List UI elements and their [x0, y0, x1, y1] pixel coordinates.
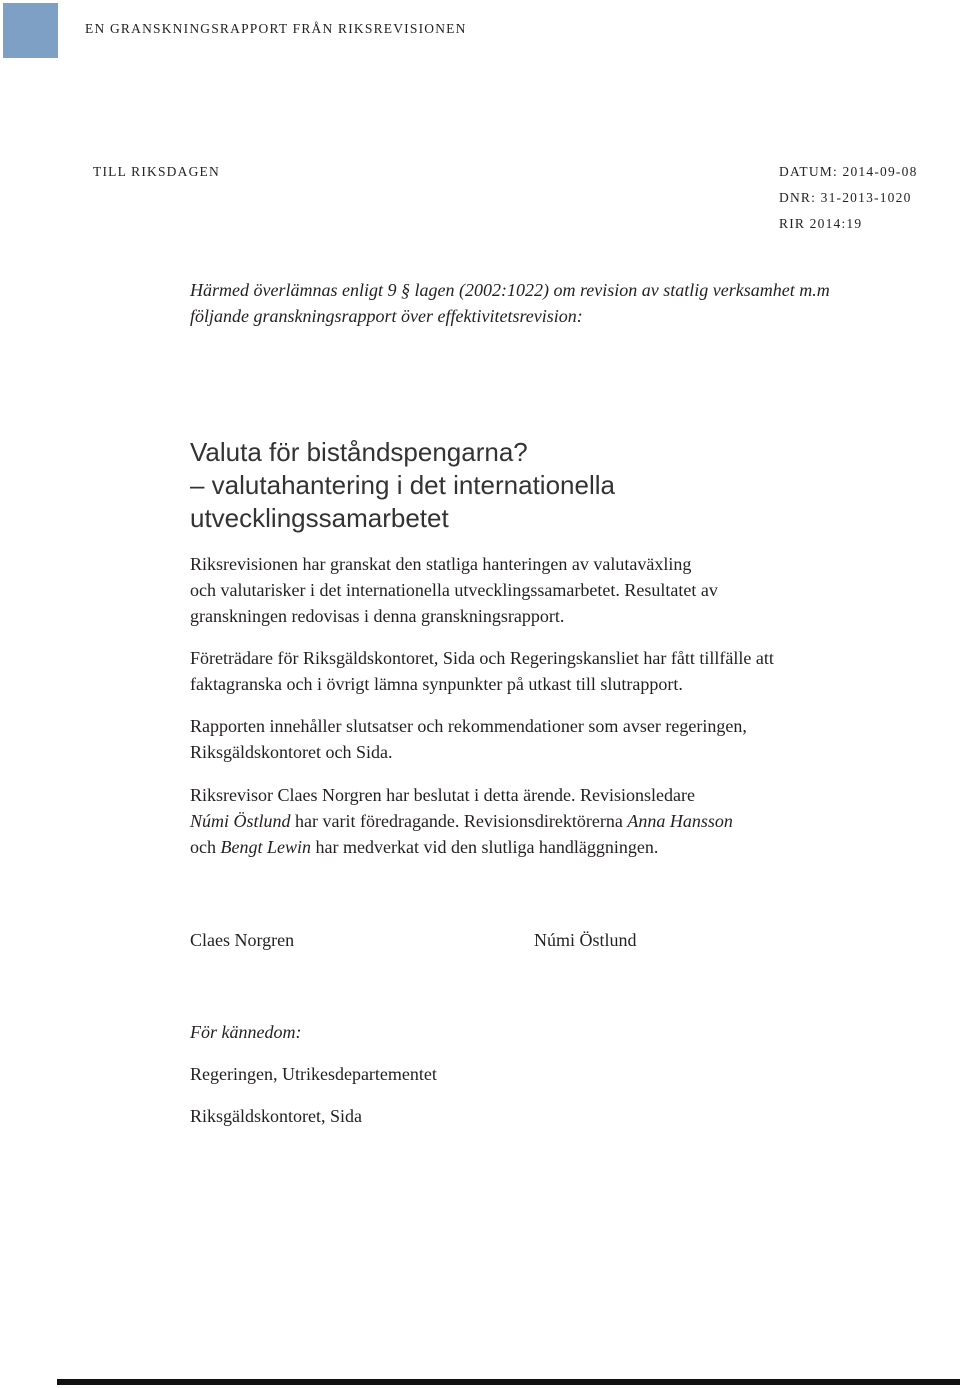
paragraph-line: och valutarisker i det internationella utvecklingssamarbetet. Resultatet av — [190, 580, 718, 600]
signature-name: Claes Norgren — [190, 930, 295, 950]
document-metadata — [779, 159, 918, 237]
cover-letter-intro — [190, 277, 830, 329]
title-line: utvecklingssamarbetet — [190, 503, 449, 533]
title-line: – valutahantering i det internationella — [190, 470, 615, 500]
body-paragraph — [190, 713, 747, 765]
paragraph-line: faktagranska och i övrigt lämna synpunkter på utkast till slutrapport. — [190, 674, 683, 694]
addressee: TILL RIKSDAGEN — [93, 164, 220, 179]
person-name: Bengt Lewin — [220, 837, 311, 857]
distribution-recipient: Riksgäldskontoret, Sida — [190, 1106, 362, 1126]
title-line: Valuta för biståndspengarna? — [190, 437, 528, 467]
report-title — [190, 436, 615, 535]
paragraph-text: har varit föredragande. Revisionsdirektörerna — [290, 811, 628, 831]
body-paragraph — [190, 551, 718, 629]
signature-name: Númi Östlund — [534, 930, 637, 950]
person-name: Númi Östlund — [190, 811, 291, 831]
bottom-rule — [57, 1379, 960, 1385]
intro-line: Härmed överlämnas enligt 9 § lagen (2002:1022) om revision av statlig verksamhet m.m — [190, 280, 830, 300]
paragraph-line: Riksrevisor Claes Norgren har beslutat i detta ärende. Revisionsledare — [190, 785, 696, 805]
paragraph-line: Riksrevisionen har granskat den statliga hanteringen av valutaväxling — [190, 554, 692, 574]
report-series-label: EN GRANSKNINGSRAPPORT FRÅN RIKSREVISIONEN — [85, 21, 467, 36]
body-paragraph — [190, 782, 733, 860]
body-paragraph — [190, 645, 774, 697]
paragraph-text: har medverkat vid den slutliga handläggningen. — [311, 837, 659, 857]
paragraph-line — [190, 834, 733, 860]
brand-square — [3, 3, 58, 58]
paragraph-line — [190, 808, 733, 834]
distribution-recipient: Regeringen, Utrikesdepartementet — [190, 1064, 437, 1084]
intro-line: följande granskningsrapport över effektivitetsrevision: — [190, 306, 583, 326]
report-number: RIR 2014:19 — [779, 216, 863, 231]
distribution-label: För kännedom: — [190, 1022, 302, 1042]
person-name: Anna Hansson — [627, 811, 733, 831]
paragraph-text: och — [190, 837, 221, 857]
paragraph-line: Företrädare för Riksgäldskontoret, Sida och Regeringskansliet har fått tillfälle att — [190, 648, 774, 668]
date-line: DATUM: 2014-09-08 — [779, 164, 918, 179]
registration-number: DNR: 31-2013-1020 — [779, 190, 912, 205]
paragraph-line: Rapporten innehåller slutsatser och rekommendationer som avser regeringen, — [190, 716, 747, 736]
paragraph-line: granskningen redovisas i denna granskningsrapport. — [190, 606, 565, 626]
paragraph-line: Riksgäldskontoret och Sida. — [190, 742, 393, 762]
